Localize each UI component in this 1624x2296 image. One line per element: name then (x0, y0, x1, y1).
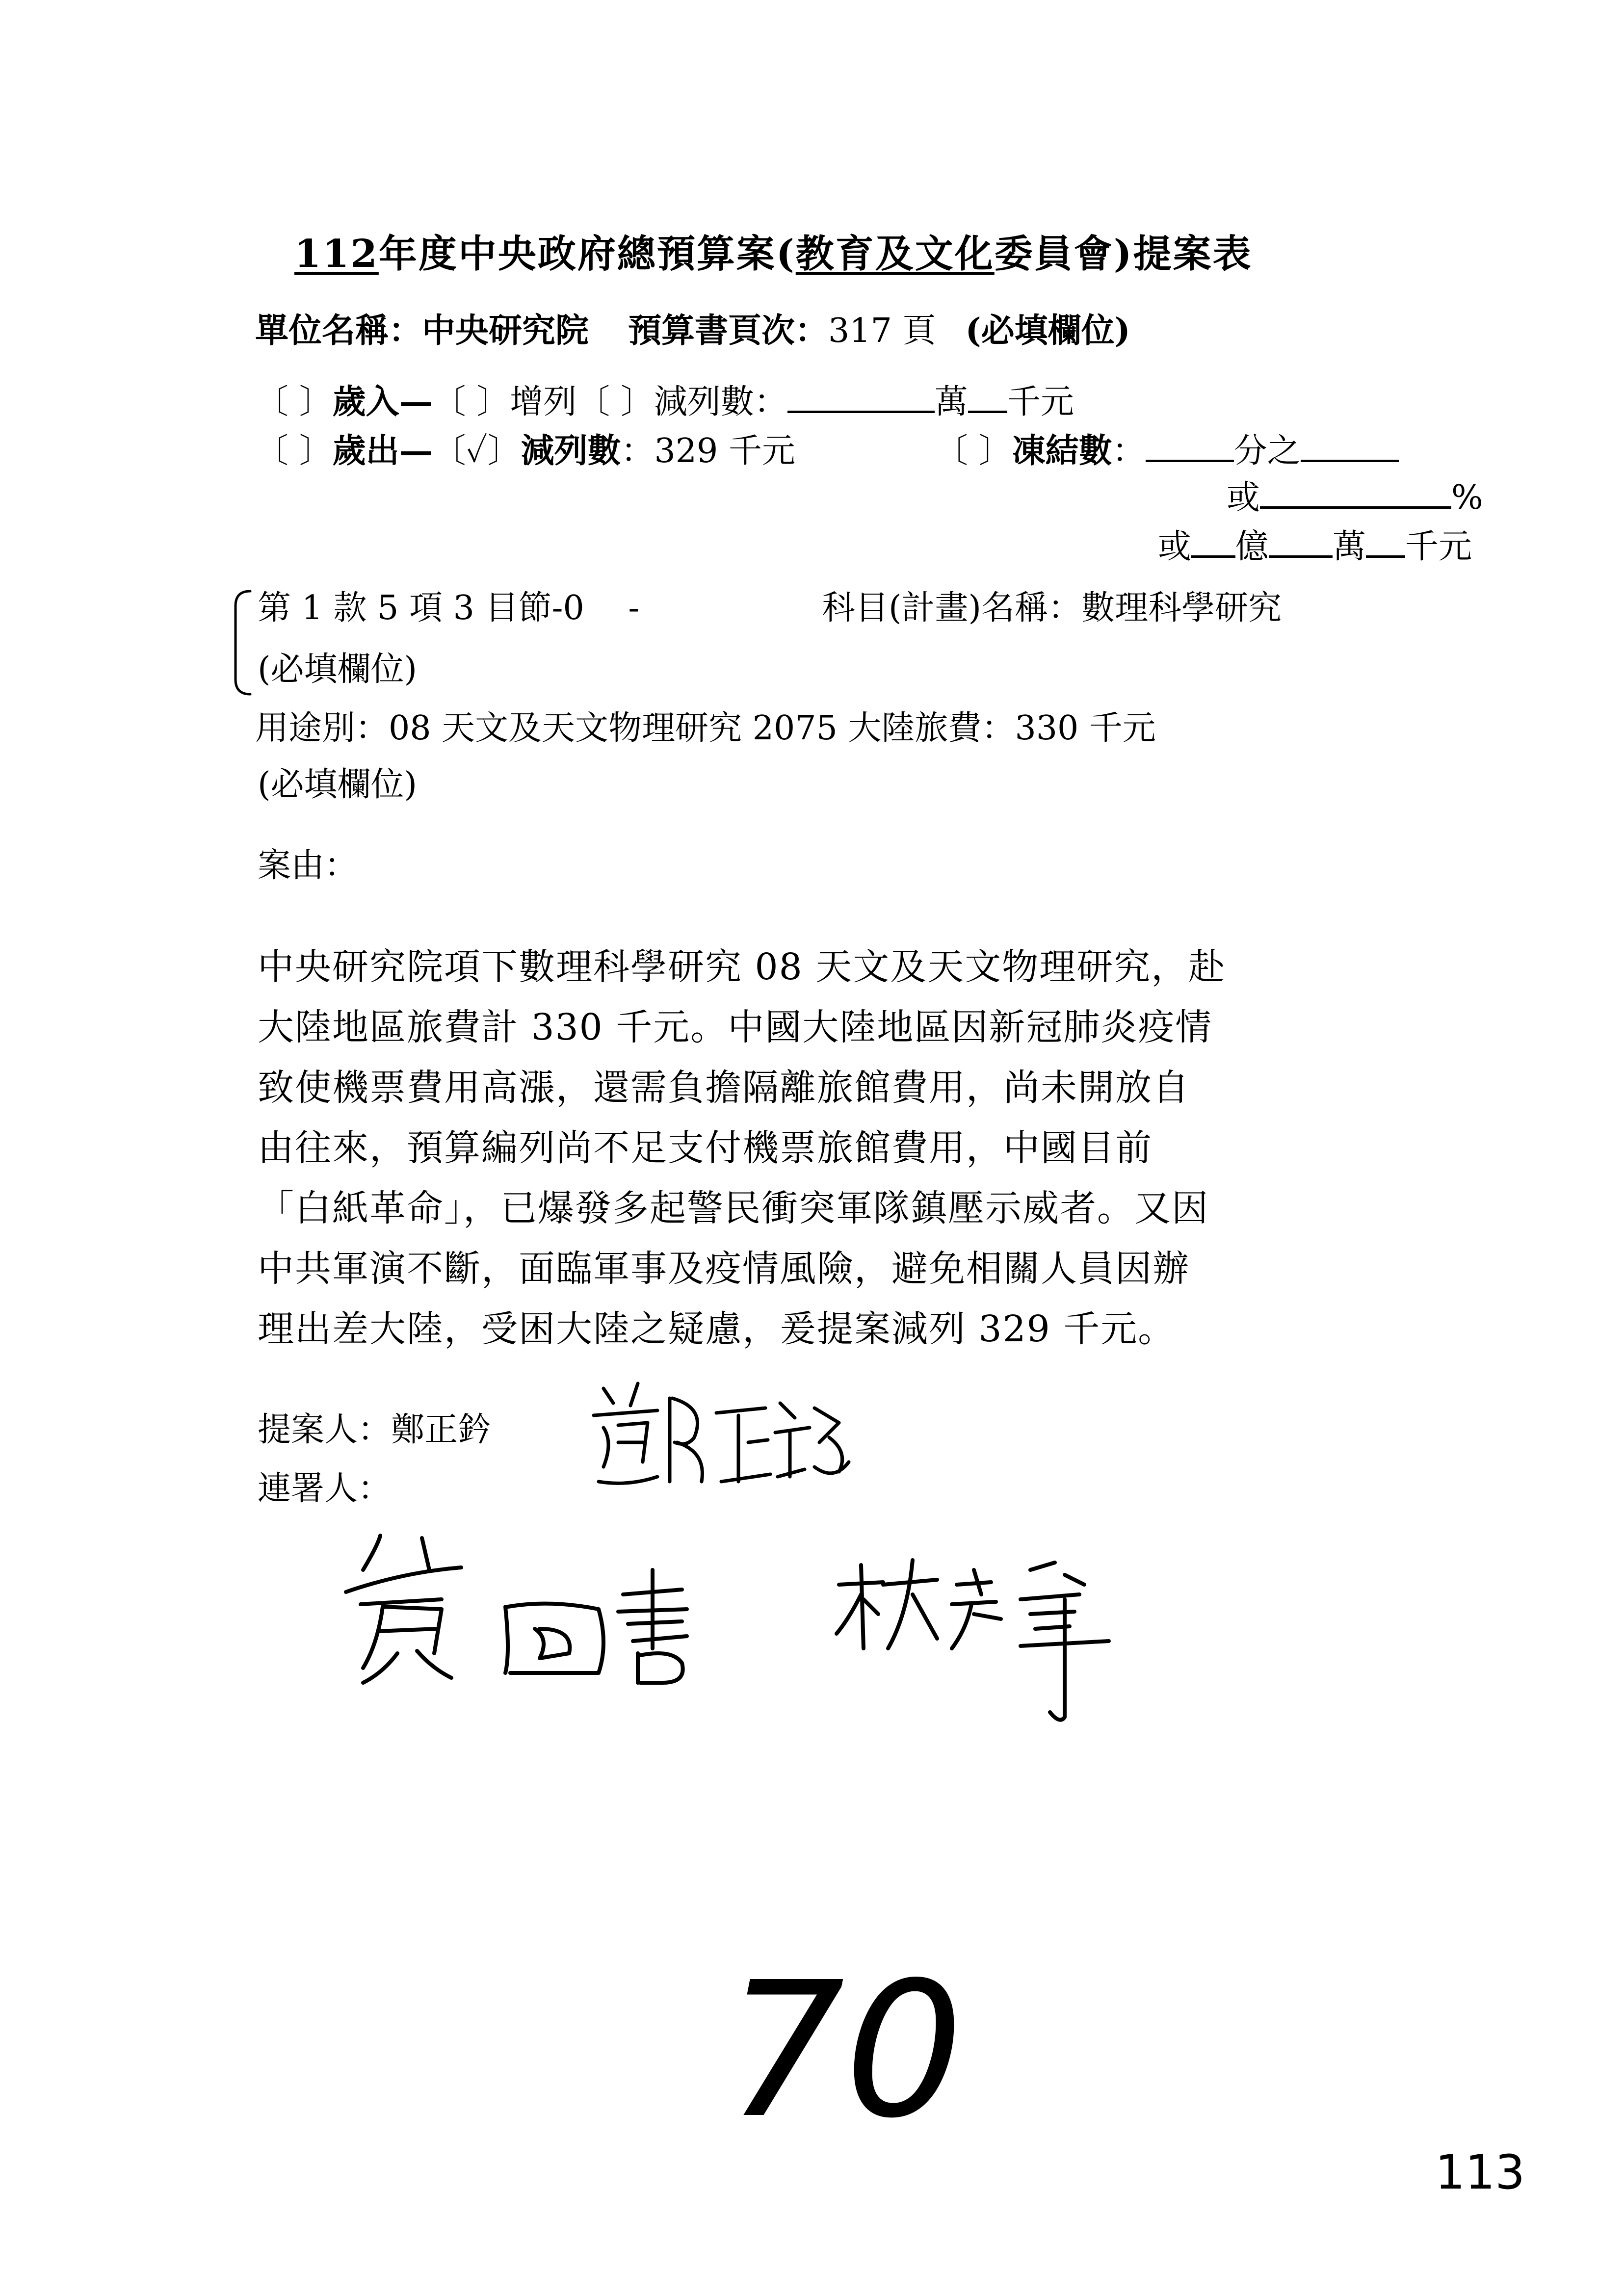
revenue-label: 歲入— (332, 382, 433, 421)
expense-label: 歲出— (332, 431, 433, 470)
yi-blank (1191, 525, 1235, 558)
wan-blank (1269, 525, 1333, 558)
page-number: 113 (1435, 2145, 1525, 2200)
cosigner-signature-2 (834, 1555, 1153, 1732)
item-bracket (231, 584, 260, 702)
or-amount-line (1158, 520, 1472, 568)
expense-checkbox: 〔 〕 (255, 432, 333, 470)
freeze-blank-1 (1146, 429, 1234, 462)
increase-label: 增列 (510, 383, 577, 421)
expense-line (255, 424, 795, 472)
usage-line (255, 702, 1156, 749)
subject-group (822, 581, 1282, 629)
proposer-label: 提案人： (258, 1410, 392, 1449)
unit-label: 單位名稱： (255, 311, 422, 350)
title-middle: 年度中央政府總預算案( (378, 232, 796, 276)
title-year: 112 (294, 232, 379, 276)
percent-sign: % (1451, 478, 1483, 517)
freeze-checkbox: 〔 〕 (935, 432, 1012, 470)
revenue-blank-1 (787, 380, 935, 413)
expense-decrease-label: 減列數 (521, 431, 621, 470)
freeze-fen: 分之 (1233, 432, 1301, 470)
reason-line: 致使機票費用高漲，還需負擔隔離旅館費用，尚未開放自 (258, 1067, 1190, 1109)
or-label-2: 或 (1158, 527, 1192, 566)
proposer-signature (584, 1369, 859, 1496)
decrease-checkbox: 〔 〕 (576, 383, 654, 421)
increase-checkbox: 〔 〕 (432, 383, 510, 421)
revenue-decrease-label: 減列數： (654, 383, 787, 421)
usage-value: 08 天文及天文物理研究 2075 大陸旅費：330 千元 (389, 709, 1156, 748)
proposer-name: 鄭正鈐 (391, 1410, 492, 1449)
expense-decrease-checkbox: 〔✓〕 (432, 432, 521, 470)
reason-line: 由往來，預算編列尚不足支付機票旅館費用，中國目前 (258, 1127, 1153, 1169)
item-line (258, 581, 639, 629)
unit-line (255, 304, 1130, 352)
or-label-1: 或 (1227, 478, 1260, 517)
expense-decrease-amount: ：329 千元 (621, 432, 795, 470)
freeze-blank-2 (1301, 429, 1399, 462)
usage-required: (必填欄位) (258, 765, 418, 804)
usage-label: 用途別： (255, 709, 389, 748)
subject-label: 科目(計畫)名稱： (822, 589, 1082, 627)
freeze-colon: ： (1112, 432, 1146, 470)
revenue-checkbox: 〔 〕 (255, 383, 333, 421)
subject-value: 數理科學研究 (1081, 589, 1282, 627)
cosigner-signature-1 (343, 1526, 765, 1693)
yi-label: 億 (1235, 527, 1269, 566)
title-committee: 教育及文化 (795, 232, 995, 276)
revenue-qian: 千元 (1007, 383, 1074, 421)
percent-blank (1260, 476, 1451, 509)
revenue-wan: 萬 (934, 383, 968, 421)
reason-label: 案由： (258, 846, 358, 885)
reason-line: 理出差大陸，受困大陸之疑慮，爰提案減列 329 千元。 (258, 1308, 1176, 1350)
reason-line: 中央研究院項下數理科學研究 08 天文及天文物理研究，赴 (258, 946, 1226, 988)
wan-label: 萬 (1333, 527, 1366, 566)
proposer-line (258, 1403, 491, 1451)
reason-line: 大陸地區旅費計 330 千元。中國大陸地區因新冠肺炎疫情 (258, 1006, 1213, 1048)
unit-required: (必填欄位) (965, 311, 1130, 350)
page-value: 317 頁 (828, 312, 936, 350)
item-code: 第 1 款 5 項 3 目節-0 - (258, 589, 640, 627)
page-label: 預算書頁次： (628, 311, 829, 350)
revenue-line (255, 375, 1074, 423)
reason-body (258, 937, 1406, 1359)
document-title (294, 223, 1253, 278)
unit-value: 中央研究院 (422, 311, 589, 350)
or-percent-line (1227, 471, 1483, 519)
freeze-group (935, 424, 1399, 472)
title-end: 委員會)提案表 (994, 232, 1253, 276)
revenue-blank-2 (968, 380, 1007, 413)
cosigner-label: 連署人： (258, 1469, 392, 1508)
qian-blank (1366, 525, 1405, 558)
reason-line: 「白紙革命」，已爆發多起警民衝突軍隊鎮壓示威者。又因 (258, 1187, 1209, 1229)
reason-line: 中共軍演不斷，面臨軍事及疫情風險，避免相關人員因辦 (258, 1248, 1190, 1290)
handwritten-number: 70 (726, 1942, 964, 2159)
qian-label: 千元 (1405, 527, 1472, 566)
freeze-label: 凍結數 (1012, 431, 1112, 470)
item-required: (必填欄位) (258, 650, 418, 689)
